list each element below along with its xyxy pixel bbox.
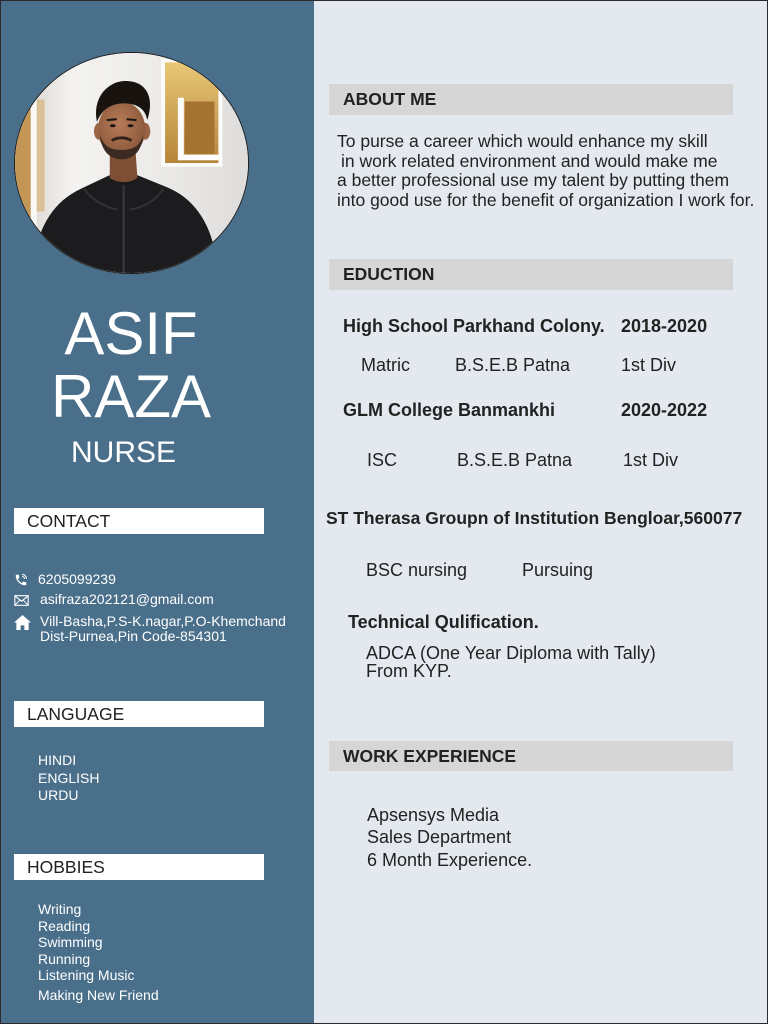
education-heading: EDUCTION bbox=[329, 259, 733, 290]
work-company: Apsensys Media bbox=[367, 805, 500, 825]
education-years: 2020-2022 bbox=[621, 400, 708, 420]
profile-photo-image bbox=[15, 53, 248, 273]
about-me-text bbox=[337, 132, 754, 211]
contact-heading: CONTACT bbox=[14, 508, 264, 534]
education-status: Pursuing bbox=[522, 560, 594, 580]
education-board: B.S.E.B Patna bbox=[457, 450, 573, 470]
hobby-item: Swimming bbox=[38, 934, 103, 950]
education-level: Matric bbox=[361, 355, 410, 375]
hobby-item: Making New Friend bbox=[38, 987, 159, 1003]
sidebar bbox=[0, 0, 314, 1024]
profile-photo bbox=[14, 52, 249, 274]
technical-qualification-line: ADCA (One Year Diploma with Tally) bbox=[366, 643, 656, 663]
first-name: ASIF bbox=[64, 300, 198, 367]
education-institution: ST Therasa Groupn of Institution Bengloar,560077 bbox=[326, 508, 743, 528]
address-line-1: Vill-Basha,P.S-K.nagar,P.O-Khemchand bbox=[40, 613, 286, 629]
envelope-icon bbox=[14, 595, 29, 606]
education-institution: High School Parkhand Colony. bbox=[343, 316, 605, 336]
home-icon bbox=[13, 614, 32, 631]
hobby-item: Writing bbox=[38, 901, 82, 917]
education-years: 2018-2020 bbox=[621, 316, 708, 336]
language-item: HINDI bbox=[38, 752, 77, 768]
language-item: ENGLISH bbox=[38, 769, 100, 786]
last-name: RAZA bbox=[50, 363, 212, 430]
technical-qualification-heading: Technical Qulification. bbox=[348, 612, 539, 632]
hobbies-list bbox=[38, 901, 159, 1004]
language-item: URDU bbox=[38, 787, 79, 803]
hobby-item: Reading bbox=[38, 917, 91, 934]
language-list bbox=[38, 752, 99, 805]
about-line: into good use for the benefit of organization I work for. bbox=[337, 190, 755, 211]
about-me-heading: ABOUT ME bbox=[329, 84, 733, 115]
about-line: To purse a career which would enhance my skill bbox=[337, 131, 708, 151]
phone-icon bbox=[14, 573, 28, 587]
education-level: ISC bbox=[367, 450, 398, 470]
work-duration: 6 Month Experience. bbox=[367, 850, 533, 870]
education-institution: GLM College Banmankhi bbox=[343, 400, 556, 420]
hobby-item: Running bbox=[38, 950, 91, 967]
work-experience-heading: WORK EXPERIENCE bbox=[329, 741, 733, 771]
phone-number: 6205099239 bbox=[38, 571, 116, 587]
job-title: NURSE bbox=[71, 436, 177, 469]
hobby-item: Listening Music bbox=[38, 967, 135, 983]
envelope-icon-graphic bbox=[14, 595, 29, 606]
language-heading: LANGUAGE bbox=[14, 701, 264, 727]
education-level: BSC nursing bbox=[366, 560, 468, 580]
phone-icon-graphic bbox=[14, 573, 28, 587]
home-icon-graphic bbox=[13, 614, 32, 631]
hobbies-heading: HOBBIES bbox=[14, 854, 264, 880]
address-line-2: Dist-Purnea,Pin Code-854301 bbox=[40, 628, 227, 644]
about-line: a better professional use my talent by putting them bbox=[337, 170, 730, 191]
main-content bbox=[314, 0, 768, 1024]
education-result: 1st Div bbox=[621, 355, 677, 375]
about-line: in work related environment and would make me bbox=[341, 150, 718, 171]
education-result: 1st Div bbox=[623, 450, 679, 470]
technical-qualification-line: From KYP. bbox=[366, 661, 452, 681]
work-department: Sales Department bbox=[367, 827, 512, 847]
email-address: asifraza202121@gmail.com bbox=[40, 591, 214, 607]
education-board: B.S.E.B Patna bbox=[455, 355, 571, 375]
